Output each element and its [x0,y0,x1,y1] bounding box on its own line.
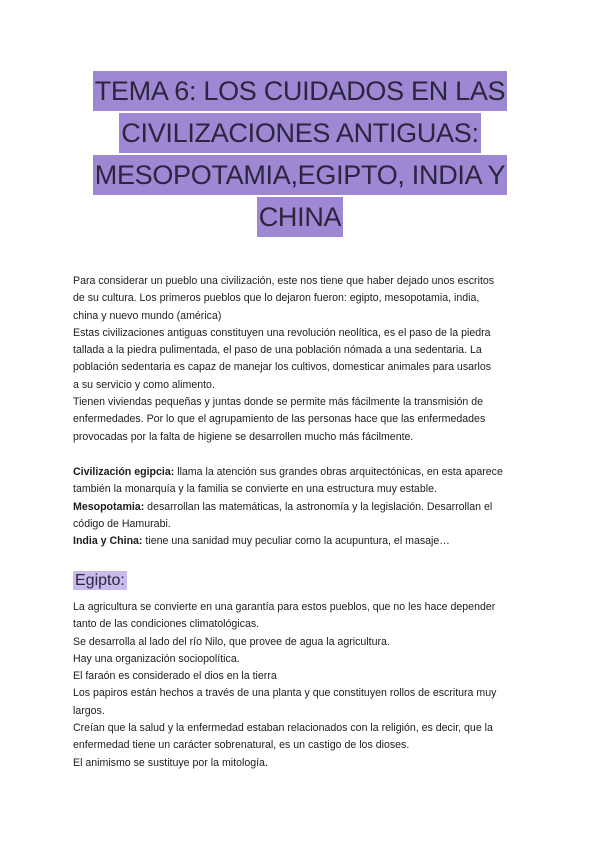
text-line: también la monarquía y la familia se convierte en una estructura muy estable. [73,483,437,496]
text-line: El animismo se sustituye por la mitología. [73,756,268,769]
text-line: a su servicio y como alimento. [73,378,215,391]
text-line: enfermedades. Por lo que el agrupamiento de las personas hace que las enfermedades [73,413,486,426]
text-line: Creían que la salud y la enfermedad estaban relacionados con la religión, es decir, que la [73,722,493,735]
text-line: provocadas por la falta de higiene se desarrollen mucho más fácilmente. [73,430,414,443]
text-line: código de Hamurabi. [73,517,171,530]
term-label: Mesopotamia: [73,500,145,513]
text-line: china y nuevo mundo (américa) [73,309,222,322]
title-line-text: CHINA [257,197,344,237]
text-line: tallada a la piedra pulimentada, el paso de una población nómada a una sedentaria. La [73,344,482,357]
civilization-mesopotamia [73,499,533,516]
text-line: población sedentaria es capaz de manejar los cultivos, domesticar animales para usarlos [73,361,492,374]
text-line: de su cultura. Los primeros pueblos que lo dejaron fueron: egipto, mesopotamia, india, [73,292,480,305]
page-title [0,71,600,239]
section-heading-text: Egipto: [75,572,125,589]
text-line: enfermedad tiene un carácter sobrenatural, es un castigo de los dioses. [73,739,410,752]
text-line: La agricultura se convierte en una garantía para estos pueblos, que no les hace depender [73,601,496,613]
title-line [0,71,600,113]
civilization-india-china [73,533,533,550]
term-label: Civilización egipcia: [73,466,175,478]
term-text: desarrollan las matemáticas, la astronomía y la legislación. Desarrollan el [144,500,493,513]
intro-paragraphs [73,273,533,446]
civilizations-list [73,464,533,550]
text-line: tanto de las condiciones climatológicas. [73,618,260,631]
text-line: Los papiros están hechos a través de una planta y que constituyen rollos de escritura muy [73,687,497,700]
text-line: Para considerar un pueblo una civilización, este nos tiene que haber dejado unos escritos [73,275,495,287]
text-line: El faraón es considerado el dios en la tierra [73,670,277,683]
egipto-paragraphs [73,599,533,772]
term-text: tiene una sanidad muy peculiar como la acupuntura, el masaje… [142,535,450,548]
text-line: Se desarrolla al lado del río Nilo, que provee de agua la agricultura. [73,635,390,648]
title-line-text: MESOPOTAMIA,EGIPTO, INDIA Y [93,155,508,195]
civilization-egipcia [73,464,533,481]
text-line: Hay una organización sociopolítica. [73,652,240,665]
text-line: Estas civilizaciones antiguas constituyen una revolución neolítica, es el paso de la piedra [73,326,491,339]
title-line [0,113,600,155]
term-text: llama la atención sus grandes obras arquitectónicas, en esta aparece [174,466,503,478]
title-line-text: TEMA 6: LOS CUIDADOS EN LAS [93,71,508,111]
term-label: India y China: [73,535,143,548]
title-line [0,197,600,239]
title-line [0,155,600,197]
section-heading-egipto [73,570,127,592]
text-line: Tienen viviendas pequeñas y juntas donde se permite más fácilmente la transmisión de [73,396,484,409]
text-line: largos. [73,704,105,717]
title-line-text: CIVILIZACIONES ANTIGUAS: [119,113,480,153]
